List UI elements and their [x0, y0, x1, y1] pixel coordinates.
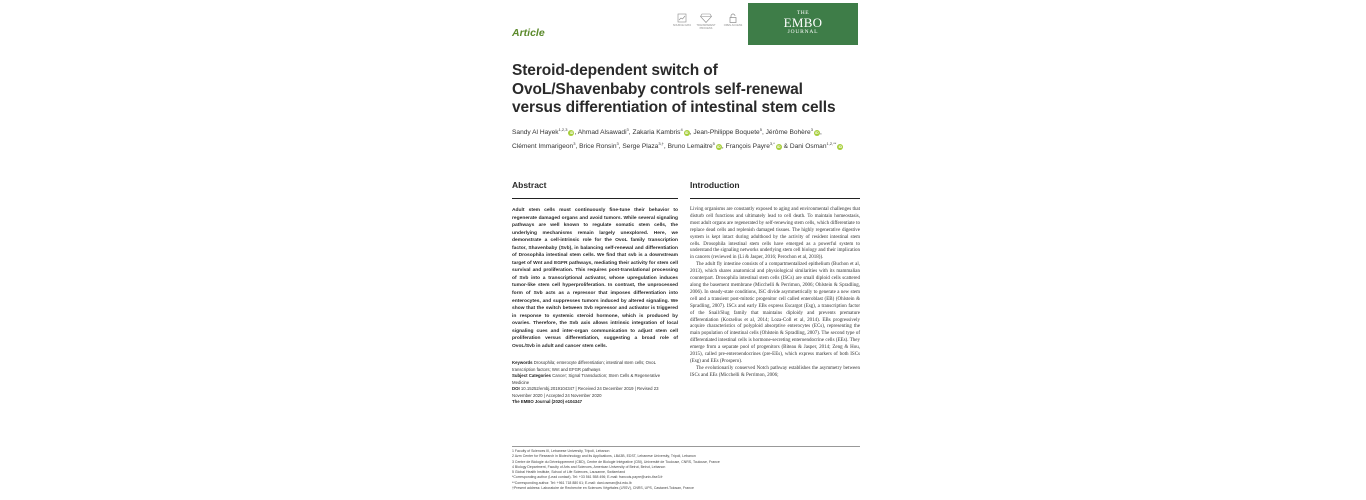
- footnote-line: **Corresponding author. Tel: +961 718 880 61; E-mail: dani.osman@ul.edu.lb: [512, 480, 632, 485]
- orcid-icon[interactable]: iD: [777, 145, 781, 150]
- author-name: Serge Plaza: [622, 143, 659, 151]
- author-affiliation-sup: 5: [712, 141, 715, 147]
- author-name: Ahmad Alsawadi: [577, 129, 627, 137]
- author-separator: ,: [618, 143, 623, 151]
- author-affiliation-sup: 3,*: [769, 141, 775, 147]
- orcid-icon[interactable]: iD: [815, 131, 819, 136]
- keywords-label: Keywords: [512, 360, 533, 366]
- doi-value[interactable]: 10.15252/embj.2019104347 | Received 24 December 2019 | Revised 23 November 2020 | Accepted 24 November 2020: [512, 386, 659, 398]
- author-name: Sandy Al Hayek: [512, 129, 559, 137]
- subject-label: Subject Categories: [512, 373, 551, 379]
- author-affiliation-sup: 4: [680, 127, 683, 132]
- author[interactable]: [693, 129, 762, 136]
- author[interactable]: [790, 143, 843, 150]
- orcid-icon[interactable]: iD: [838, 145, 843, 150]
- author-name: Jérôme Bohère: [765, 129, 811, 137]
- author-separator: ,: [689, 129, 694, 137]
- author-affiliation-sup: 1,2,3: [558, 127, 568, 132]
- subject-value: Cancer; Signal Transduction; Stem Cells & Regenerative Medicine: [512, 373, 661, 385]
- open-access-badge[interactable]: [721, 13, 745, 27]
- author-separator: ,: [721, 143, 726, 151]
- footnote-line: *Corresponding author (Lead contact). Tel: +33 561 558 496; E-mail: francois.payre@univ-tlse3.fr: [512, 475, 663, 480]
- journal-logo[interactable]: [748, 3, 858, 45]
- author[interactable]: [579, 143, 619, 150]
- author-separator: ,: [574, 129, 578, 137]
- journal-logo-embo: EMBO: [783, 15, 823, 30]
- intro-paragraph: Living organisms are constantly exposed to aging and environmental challenges that disturb cell functions and ultimately lead to cell death. To maintain homeostasis, most adult organs are regenerated by self-renewing stem cells, which differentiate to replace dead cells and replenish damaged tissues. The highly regenerative digestive system is kept intact during adulthood by the activity of resident intestinal stem cells. Drosophila intestinal stem cells have emerged as a powerful system to understand the signaling networks underlying stem cell biology and their implication in cancers (reviewed in (Li & Jasper, 2016; Perochon et al, 2018)).: [690, 207, 860, 261]
- author-list: [512, 124, 852, 152]
- author-separator: ,: [575, 143, 580, 151]
- badge-label: SOURCE DATA: [672, 24, 692, 27]
- abstract-heading: Abstract: [512, 180, 547, 190]
- article-title: Steroid-dependent switch of OvoL/Shavenbaby controls self-renewal versus differentiation of intestinal stem cells: [512, 62, 836, 116]
- orcid-icon[interactable]: iD: [569, 131, 574, 136]
- author-name: Dani Osman: [789, 143, 827, 151]
- author[interactable]: [632, 129, 689, 136]
- doi-line[interactable]: [512, 386, 678, 399]
- author-affiliation-sup: 3: [573, 141, 576, 147]
- journal-logo-the: THE: [796, 10, 810, 16]
- author-name: Zakaria Kambris: [632, 129, 681, 137]
- footnote-divider: [512, 446, 860, 447]
- author-name: Brice Ronsin: [579, 143, 617, 151]
- author[interactable]: [622, 143, 663, 150]
- author-separator: &: [781, 143, 790, 151]
- article-type-label: Article: [512, 27, 545, 39]
- author-name: Jean-Philippe Boquete: [693, 129, 760, 137]
- author[interactable]: [726, 143, 782, 150]
- footnote-line: 5 Global Health Institute, School of Life Sciences, Lausanne, Switzerland: [512, 470, 626, 475]
- introduction-column: [690, 180, 860, 380]
- author-separator: ,: [628, 129, 633, 137]
- footnote-line: 1 Faculty of Sciences III, Lebanese University, Tripoli, Lebanon: [512, 449, 610, 453]
- journal-logo-journal: JOURNAL: [787, 29, 819, 35]
- citation-line: [512, 399, 678, 406]
- footnote-line: 3 Centre de Biologie du Développement (CBD), Centre de Biologie Intégrative (CBI), Université de Toulouse, CNRS, Toulouse, France: [512, 459, 720, 464]
- abstract-rule: [512, 198, 678, 199]
- badge-label: OPEN ACCESS: [723, 24, 743, 27]
- author[interactable]: [512, 143, 575, 150]
- transparent-process-icon: [700, 13, 712, 23]
- intro-paragraph: The evolutionarily conserved Notch pathway establishes the asymmetry between ISCs and EEs (Micchelli & Perrimon, 2006;: [690, 365, 860, 378]
- author-separator: ,: [819, 129, 822, 137]
- source-data-icon: [677, 13, 687, 23]
- doi-label: DOI: [512, 386, 520, 392]
- author[interactable]: [668, 143, 722, 150]
- footnote-line: 2 Azm Center for Research in Biotechnology and its Applications, LBA3B, EDST, Lebanese University, Tripoli, Lebanon: [512, 454, 696, 459]
- footnote-line: 4 Biology Department, Faculty of Arts and Sciences, American University of Beirut, Beirut, Lebanon: [512, 464, 666, 469]
- author-affiliation-sup: 3,†: [658, 141, 664, 147]
- intro-paragraph: The adult fly intestine consists of a compartmentalized epithelium (Buchon et al, 2013), which shares anatomical and physiological similarities with its mammalian counterpart. Drosophila intestinal stem cells (ISCs) are small diploid cells scattered along the basement membrane (Micchelli & Perrimon, 2006; Ohlstein & Spradling, 2006). In steady-state conditions, ISC divide asymmetrically to generate a new stem cell and a transient post-mitotic progenitor cell called enteroblast (EB) (Ohlstein & Spradling, 2007). ISCs and early EBs express Escargot (Esg), a transcription factor of the Snail/Slug family that maintains diploidy and prevents premature differentiation (Korzelius et al, 2014; Loza-Coll et al, 2014). EBs progressively acquire characteristics of polyploid absorptive enterocytes (ECs), representing the main population of intestinal cells (Ohlstein & Spradling, 2007). The second type of differentiated intestinal cells is hormone-secreting enteroendocrine cells (EEs). They emerge from a separate pool of progenitors (Biteau & Jasper, 2014; Zeng & Hou, 2015), called pre-enteroendocrines (pre-EEs), which express markers of both ISCs (Esg) and EEs (Prospero).: [690, 262, 860, 364]
- badge-label: TRANSPARENT PROCESS: [696, 24, 716, 30]
- author-name: Clément Immarigeon: [512, 143, 574, 151]
- open-access-icon: [729, 13, 737, 23]
- author-affiliation-sup: 3: [616, 141, 619, 147]
- author-affiliation-sup: 3: [626, 127, 629, 132]
- introduction-heading: Introduction: [690, 180, 740, 190]
- author-affiliation-sup: 5: [759, 127, 762, 132]
- citation-value: The EMBO Journal (2020) e104347: [512, 399, 582, 405]
- author[interactable]: [766, 129, 820, 136]
- source-data-badge[interactable]: [670, 13, 694, 27]
- author-name: Bruno Lemaitre: [667, 143, 713, 151]
- orcid-icon[interactable]: iD: [717, 145, 721, 150]
- keywords-value: Drosophila; enterocyte differentiation; intestinal stem cells; OvoL transcription factors; Wnt and EFGR pathways: [512, 360, 656, 372]
- author-affiliation-sup: 1,2,**: [826, 141, 837, 147]
- author-separator: ,: [761, 129, 766, 137]
- affiliations-footnotes: [512, 449, 860, 491]
- orcid-icon[interactable]: iD: [684, 131, 689, 136]
- introduction-rule: [690, 198, 860, 199]
- author-affiliation-sup: 3: [810, 127, 813, 132]
- author[interactable]: [512, 129, 574, 136]
- abstract-column: [512, 180, 678, 406]
- author-separator: ,: [663, 143, 668, 151]
- subject-line: [512, 373, 678, 386]
- transparent-process-badge[interactable]: [694, 13, 718, 30]
- article-metadata: [512, 360, 678, 406]
- footnote-line: †Present address: Laboratoire de Recherche en Sciences Végétales (LRSV), CNRS, UPS, Castanet-Tolosan, France: [512, 486, 694, 491]
- author-name: François Payre: [725, 143, 770, 151]
- keywords-line: [512, 360, 678, 373]
- author[interactable]: [578, 129, 629, 136]
- abstract-text: Adult stem cells must continuously fine-tune their behavior to regenerate damaged organs and avoid tumors. While several signaling pathways are well known to regulate somatic stem cells, the underlying mechanisms remain largely unexplored. Here, we demonstrate a cell-intrinsic role for the OvoL family transcription factor, Shavenbaby (Svb), in balancing self-renewal and differentiation of Drosophila intestinal stem cells. We find that svb is a downstream target of Wnt and EGFR pathways, mediating their activity for stem cell survival and proliferation. This requires post-translational processing of Svb into a transcriptional activator, whose upregulation induces tumor-like stem cell hyperproliferation. In contrast, the unprocessed form of Svb acts as a repressor that imposes differentiation into enterocytes, and suppresses tumors induced by altered signaling. We show that the switch between Svb repressor and activator is triggered in response to systemic steroid hormone, which is produced by ovaries. Therefore, the Svb axis allows intrinsic integration of local signaling cues and inter-organ communication to adjust stem cell proliferation versus differentiation, suggesting a broad role of OvoL/Svb in adult and cancer stem cells.: [512, 208, 678, 349]
